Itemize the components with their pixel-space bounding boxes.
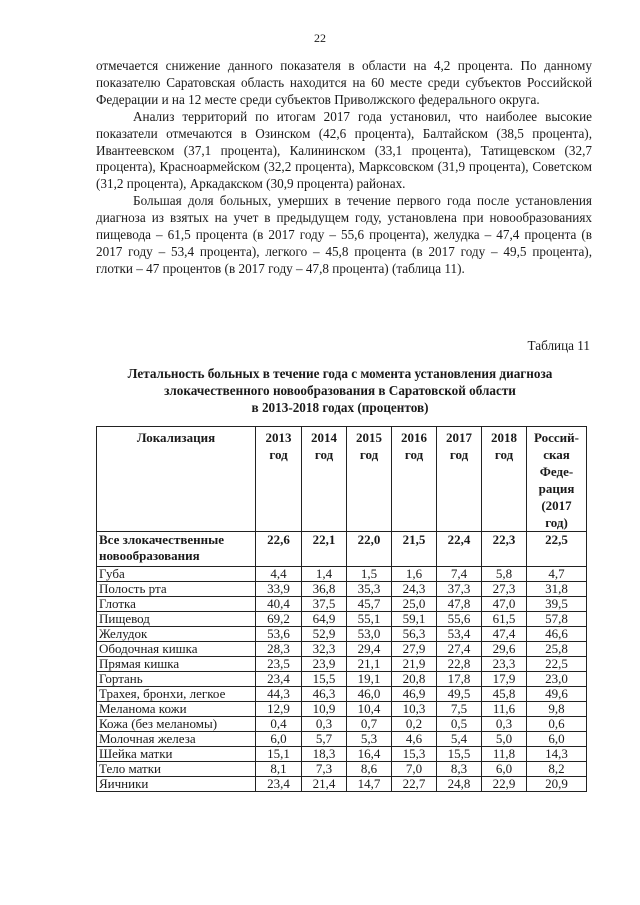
- value-cell: 37,3: [437, 582, 482, 597]
- table-row: [97, 762, 587, 777]
- value-cell: 19,1: [347, 672, 392, 687]
- value-cell: 22,4: [437, 532, 482, 567]
- header-cell: Россий-ская Феде-рация (2017 год): [527, 427, 587, 532]
- value-cell: 46,3: [302, 687, 347, 702]
- table-row: [97, 627, 587, 642]
- value-cell: 22,6: [256, 532, 302, 567]
- table-row: [97, 657, 587, 672]
- value-cell: 12,9: [256, 702, 302, 717]
- table-body: [97, 532, 587, 792]
- value-cell: 53,0: [347, 627, 392, 642]
- value-cell: 16,4: [347, 747, 392, 762]
- value-cell: 4,7: [527, 567, 587, 582]
- table-row: [97, 582, 587, 597]
- row-label: Яичники: [97, 777, 256, 792]
- header-cell: 2017 год: [437, 427, 482, 532]
- row-label: Трахея, бронхи, легкое: [97, 687, 256, 702]
- body-text: [96, 58, 592, 278]
- value-cell: 39,5: [527, 597, 587, 612]
- value-cell: 29,6: [482, 642, 527, 657]
- value-cell: 7,5: [437, 702, 482, 717]
- value-cell: 24,8: [437, 777, 482, 792]
- value-cell: 57,8: [527, 612, 587, 627]
- value-cell: 23,4: [256, 777, 302, 792]
- row-label: Прямая кишка: [97, 657, 256, 672]
- table-row: [97, 717, 587, 732]
- table-row: [97, 732, 587, 747]
- value-cell: 0,3: [482, 717, 527, 732]
- table-row: [97, 747, 587, 762]
- table-row: [97, 532, 587, 567]
- row-label: Пищевод: [97, 612, 256, 627]
- value-cell: 22,0: [347, 532, 392, 567]
- row-label: Все злокачественные новообразования: [97, 532, 256, 567]
- value-cell: 21,9: [392, 657, 437, 672]
- row-label: Меланома кожи: [97, 702, 256, 717]
- value-cell: 25,0: [392, 597, 437, 612]
- header-cell: 2014 год: [302, 427, 347, 532]
- value-cell: 21,4: [302, 777, 347, 792]
- value-cell: 49,5: [437, 687, 482, 702]
- value-cell: 52,9: [302, 627, 347, 642]
- paragraph: отмечается снижение данного показателя в области на 4,2 процента. По данному показателю Саратовская область находится на 60 месте среди субъектов Российской Федерации и на 12 месте среди субъектов Приволжского федерального округа.: [96, 58, 592, 107]
- value-cell: 23,3: [482, 657, 527, 672]
- value-cell: 15,5: [437, 747, 482, 762]
- value-cell: 27,9: [392, 642, 437, 657]
- value-cell: 64,9: [302, 612, 347, 627]
- value-cell: 7,0: [392, 762, 437, 777]
- row-label: Тело матки: [97, 762, 256, 777]
- table-row: [97, 672, 587, 687]
- value-cell: 15,1: [256, 747, 302, 762]
- value-cell: 21,1: [347, 657, 392, 672]
- value-cell: 11,8: [482, 747, 527, 762]
- value-cell: 27,3: [482, 582, 527, 597]
- value-cell: 22,5: [527, 657, 587, 672]
- value-cell: 28,3: [256, 642, 302, 657]
- paragraph: Анализ территорий по итогам 2017 года установил, что наиболее высокие показатели отмечаются в Озинском (42,6 процента), Балтайском (38,5 процента), Ивантеевском (37,1 процента), Калининском (33,1 процента), Татищевском (32,7 процента), Красноармейском (32,2 процента), Марксовском (31,9 процента), Советском (31,2 процента), Аркадакском (30,9 процента) районах.: [96, 108, 592, 192]
- value-cell: 5,0: [482, 732, 527, 747]
- value-cell: 55,6: [437, 612, 482, 627]
- value-cell: 45,7: [347, 597, 392, 612]
- table-title: [90, 365, 590, 416]
- value-cell: 10,4: [347, 702, 392, 717]
- mortality-table: [96, 426, 587, 792]
- value-cell: 23,5: [256, 657, 302, 672]
- value-cell: 5,8: [482, 567, 527, 582]
- value-cell: 9,8: [527, 702, 587, 717]
- value-cell: 69,2: [256, 612, 302, 627]
- value-cell: 5,7: [302, 732, 347, 747]
- row-label: Ободочная кишка: [97, 642, 256, 657]
- value-cell: 47,8: [437, 597, 482, 612]
- table-title-line: в 2013-2018 годах (процентов): [251, 400, 429, 415]
- value-cell: 14,7: [347, 777, 392, 792]
- value-cell: 18,3: [302, 747, 347, 762]
- header-cell: 2015 год: [347, 427, 392, 532]
- value-cell: 55,1: [347, 612, 392, 627]
- header-cell: 2018 год: [482, 427, 527, 532]
- value-cell: 0,2: [392, 717, 437, 732]
- value-cell: 8,1: [256, 762, 302, 777]
- value-cell: 46,6: [527, 627, 587, 642]
- header-cell: Локализация: [97, 427, 256, 532]
- value-cell: 0,7: [347, 717, 392, 732]
- value-cell: 22,9: [482, 777, 527, 792]
- value-cell: 8,3: [437, 762, 482, 777]
- table-title-line: злокачественного новообразования в Саратовской области: [164, 383, 516, 398]
- header-cell: 2013 год: [256, 427, 302, 532]
- value-cell: 35,3: [347, 582, 392, 597]
- value-cell: 15,3: [392, 747, 437, 762]
- value-cell: 21,5: [392, 532, 437, 567]
- value-cell: 0,3: [302, 717, 347, 732]
- value-cell: 46,9: [392, 687, 437, 702]
- table-title-line: Летальность больных в течение года с момента установления диагноза: [127, 366, 553, 381]
- row-label: Молочная железа: [97, 732, 256, 747]
- value-cell: 33,9: [256, 582, 302, 597]
- value-cell: 7,4: [437, 567, 482, 582]
- value-cell: 53,6: [256, 627, 302, 642]
- value-cell: 0,4: [256, 717, 302, 732]
- page-number: 22: [314, 31, 326, 45]
- value-cell: 6,0: [482, 762, 527, 777]
- value-cell: 14,3: [527, 747, 587, 762]
- value-cell: 17,8: [437, 672, 482, 687]
- value-cell: 0,6: [527, 717, 587, 732]
- table-row: [97, 702, 587, 717]
- value-cell: 11,6: [482, 702, 527, 717]
- value-cell: 44,3: [256, 687, 302, 702]
- value-cell: 20,8: [392, 672, 437, 687]
- value-cell: 36,8: [302, 582, 347, 597]
- value-cell: 46,0: [347, 687, 392, 702]
- value-cell: 29,4: [347, 642, 392, 657]
- value-cell: 5,3: [347, 732, 392, 747]
- value-cell: 37,5: [302, 597, 347, 612]
- value-cell: 22,3: [482, 532, 527, 567]
- value-cell: 1,6: [392, 567, 437, 582]
- value-cell: 0,5: [437, 717, 482, 732]
- row-label: Шейка матки: [97, 747, 256, 762]
- value-cell: 47,0: [482, 597, 527, 612]
- table-row: [97, 642, 587, 657]
- value-cell: 7,3: [302, 762, 347, 777]
- value-cell: 17,9: [482, 672, 527, 687]
- value-cell: 6,0: [256, 732, 302, 747]
- value-cell: 24,3: [392, 582, 437, 597]
- value-cell: 53,4: [437, 627, 482, 642]
- value-cell: 22,7: [392, 777, 437, 792]
- value-cell: 59,1: [392, 612, 437, 627]
- value-cell: 22,8: [437, 657, 482, 672]
- table-caption: Таблица 11: [527, 338, 590, 353]
- value-cell: 23,0: [527, 672, 587, 687]
- value-cell: 61,5: [482, 612, 527, 627]
- value-cell: 4,6: [392, 732, 437, 747]
- value-cell: 20,9: [527, 777, 587, 792]
- value-cell: 32,3: [302, 642, 347, 657]
- value-cell: 4,4: [256, 567, 302, 582]
- table-row: [97, 567, 587, 582]
- row-label: Глотка: [97, 597, 256, 612]
- table-row: [97, 597, 587, 612]
- row-label: Кожа (без меланомы): [97, 717, 256, 732]
- value-cell: 22,5: [527, 532, 587, 567]
- table-header-row: [97, 427, 587, 532]
- value-cell: 22,1: [302, 532, 347, 567]
- row-label: Желудок: [97, 627, 256, 642]
- value-cell: 15,5: [302, 672, 347, 687]
- value-cell: 23,9: [302, 657, 347, 672]
- value-cell: 31,8: [527, 582, 587, 597]
- value-cell: 40,4: [256, 597, 302, 612]
- value-cell: 1,4: [302, 567, 347, 582]
- row-label: Губа: [97, 567, 256, 582]
- value-cell: 5,4: [437, 732, 482, 747]
- value-cell: 1,5: [347, 567, 392, 582]
- value-cell: 25,8: [527, 642, 587, 657]
- value-cell: 23,4: [256, 672, 302, 687]
- value-cell: 45,8: [482, 687, 527, 702]
- table-row: [97, 777, 587, 792]
- row-label: Полость рта: [97, 582, 256, 597]
- table-row: [97, 687, 587, 702]
- paragraph: Большая доля больных, умерших в течение первого года после установления диагноза из взятых на учет в предыдущем году, установлена при новообразованиях пищевода – 61,5 процента (в 2017 году – 55,6 процента), желудка – 47,4 процента (в 2017 году – 53,4 процента), легкого – 45,8 процента (в 2017 году – 49,5 процента), глотки – 47 процентов (в 2017 году – 47,8 процента) (таблица 11).: [96, 193, 592, 276]
- value-cell: 8,6: [347, 762, 392, 777]
- value-cell: 27,4: [437, 642, 482, 657]
- value-cell: 49,6: [527, 687, 587, 702]
- value-cell: 10,3: [392, 702, 437, 717]
- value-cell: 10,9: [302, 702, 347, 717]
- row-label: Гортань: [97, 672, 256, 687]
- value-cell: 8,2: [527, 762, 587, 777]
- header-cell: 2016 год: [392, 427, 437, 532]
- value-cell: 56,3: [392, 627, 437, 642]
- value-cell: 6,0: [527, 732, 587, 747]
- table-row: [97, 612, 587, 627]
- value-cell: 47,4: [482, 627, 527, 642]
